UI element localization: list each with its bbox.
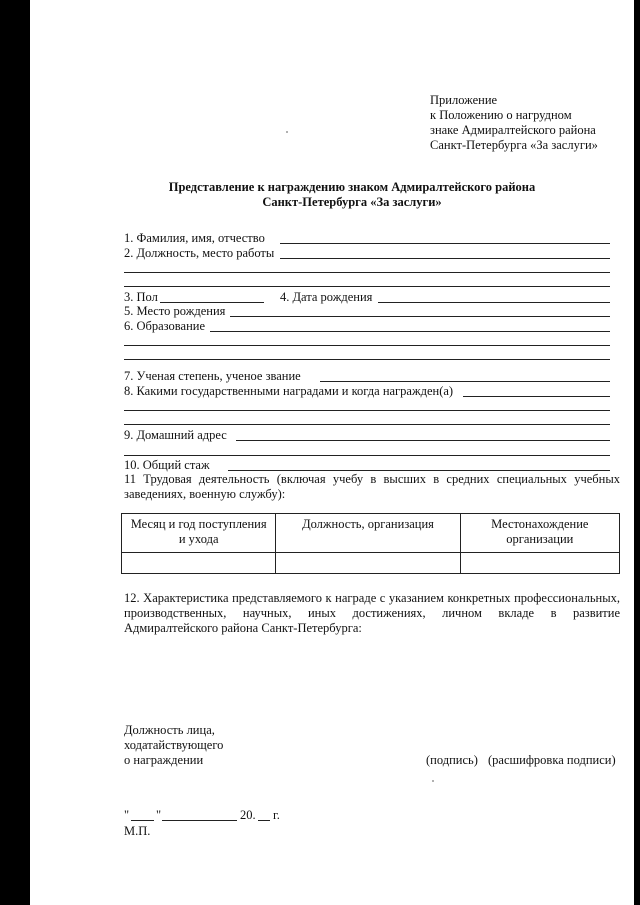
table-cell-location[interactable] (460, 553, 619, 574)
date-year-suffix: г. (273, 808, 280, 822)
field-line-address-2[interactable] (124, 455, 610, 456)
signer-position-line: о награждении (124, 753, 204, 767)
field-line-awards-2[interactable] (124, 410, 610, 411)
signer-position-line: Должность лица, (124, 723, 215, 737)
field-label-awards: 8. Какими государственными наградами и когда награжден(а) (124, 384, 454, 398)
table-header-cell: Месяц и год поступления и ухода (122, 514, 276, 553)
date-quote-close: " (156, 808, 162, 822)
stamp-label: М.П. (124, 824, 151, 838)
field-line-name[interactable] (280, 243, 610, 244)
field-line-birthplace[interactable] (230, 316, 610, 317)
scan-edge-right (634, 0, 640, 905)
field-line-degree[interactable] (320, 381, 610, 382)
field-line-education-3[interactable] (124, 359, 610, 360)
table-header-row (122, 514, 620, 553)
field-label-birthdate: 4. Дата рождения (280, 290, 373, 304)
field-line-education[interactable] (210, 331, 610, 332)
date-day-line[interactable] (131, 820, 154, 821)
table-row (122, 553, 620, 574)
scan-edge-left (0, 0, 30, 905)
field-line-experience[interactable] (228, 470, 610, 471)
scan-speck (432, 780, 434, 782)
field-line-education-2[interactable] (124, 345, 610, 346)
appendix-line: знаке Адмиралтейского района (430, 123, 596, 137)
appendix-line: к Положению о нагрудном (430, 108, 572, 122)
appendix-line: Приложение (430, 93, 498, 107)
field-label-degree: 7. Ученая степень, ученое звание (124, 369, 301, 383)
field-label-sex: 3. Пол (124, 290, 158, 304)
characteristic-text: 12. Характеристика представляемого к награде с указанием конкретных профессиональных, производственных, научных, иных достижениях, личном вкладе в развитие Адмиралтейского района Санкт-Петербурга: (124, 591, 620, 635)
field-line-awards-3[interactable] (124, 424, 610, 425)
field-line-awards[interactable] (463, 396, 610, 397)
field-label-experience: 10. Общий стаж (124, 458, 210, 472)
signer-position-line: ходатайствующего (124, 738, 224, 752)
appendix-header (430, 93, 598, 153)
field-line-position-2[interactable] (124, 272, 610, 273)
date-year-line[interactable] (258, 820, 270, 821)
form-title-line2: Санкт-Петербурга «За заслуги» (262, 195, 442, 209)
field-label-address: 9. Домашний адрес (124, 428, 227, 442)
signature-label: (подпись) (426, 753, 478, 767)
appendix-line: Санкт-Петербурга «За заслуги» (430, 138, 598, 152)
field-label-education: 6. Образование (124, 319, 206, 333)
field-label-employment: 11 Трудовая деятельность (включая учебу в высших в средних специальных учебных заведениях, военную службу): (124, 472, 620, 501)
date-month-line[interactable] (162, 820, 237, 821)
field-label-name: 1. Фамилия, имя, отчество (124, 231, 265, 245)
form-page (30, 0, 634, 905)
signature-decode-label: (расшифровка подписи) (488, 753, 616, 767)
table-header-cell: Местонахождение организации (460, 514, 619, 553)
table-cell-dates[interactable] (122, 553, 276, 574)
date-quote-open: " (124, 808, 130, 822)
field-line-sex[interactable] (160, 302, 264, 303)
form-title: Представление к награждению знаком Адмиралтейского района (168, 180, 536, 194)
field-line-birthdate[interactable] (378, 302, 610, 303)
field-line-position-3[interactable] (124, 286, 610, 287)
employment-table (121, 513, 620, 574)
table-header-cell: Должность, организация (276, 514, 460, 553)
field-line-position[interactable] (280, 258, 610, 259)
field-label-position: 2. Должность, место работы (124, 246, 275, 260)
table-cell-position[interactable] (276, 553, 460, 574)
date-year-prefix: 20. (240, 808, 256, 822)
field-label-birthplace: 5. Место рождения (124, 304, 226, 318)
scan-speck (286, 131, 288, 133)
field-line-address[interactable] (236, 440, 610, 441)
